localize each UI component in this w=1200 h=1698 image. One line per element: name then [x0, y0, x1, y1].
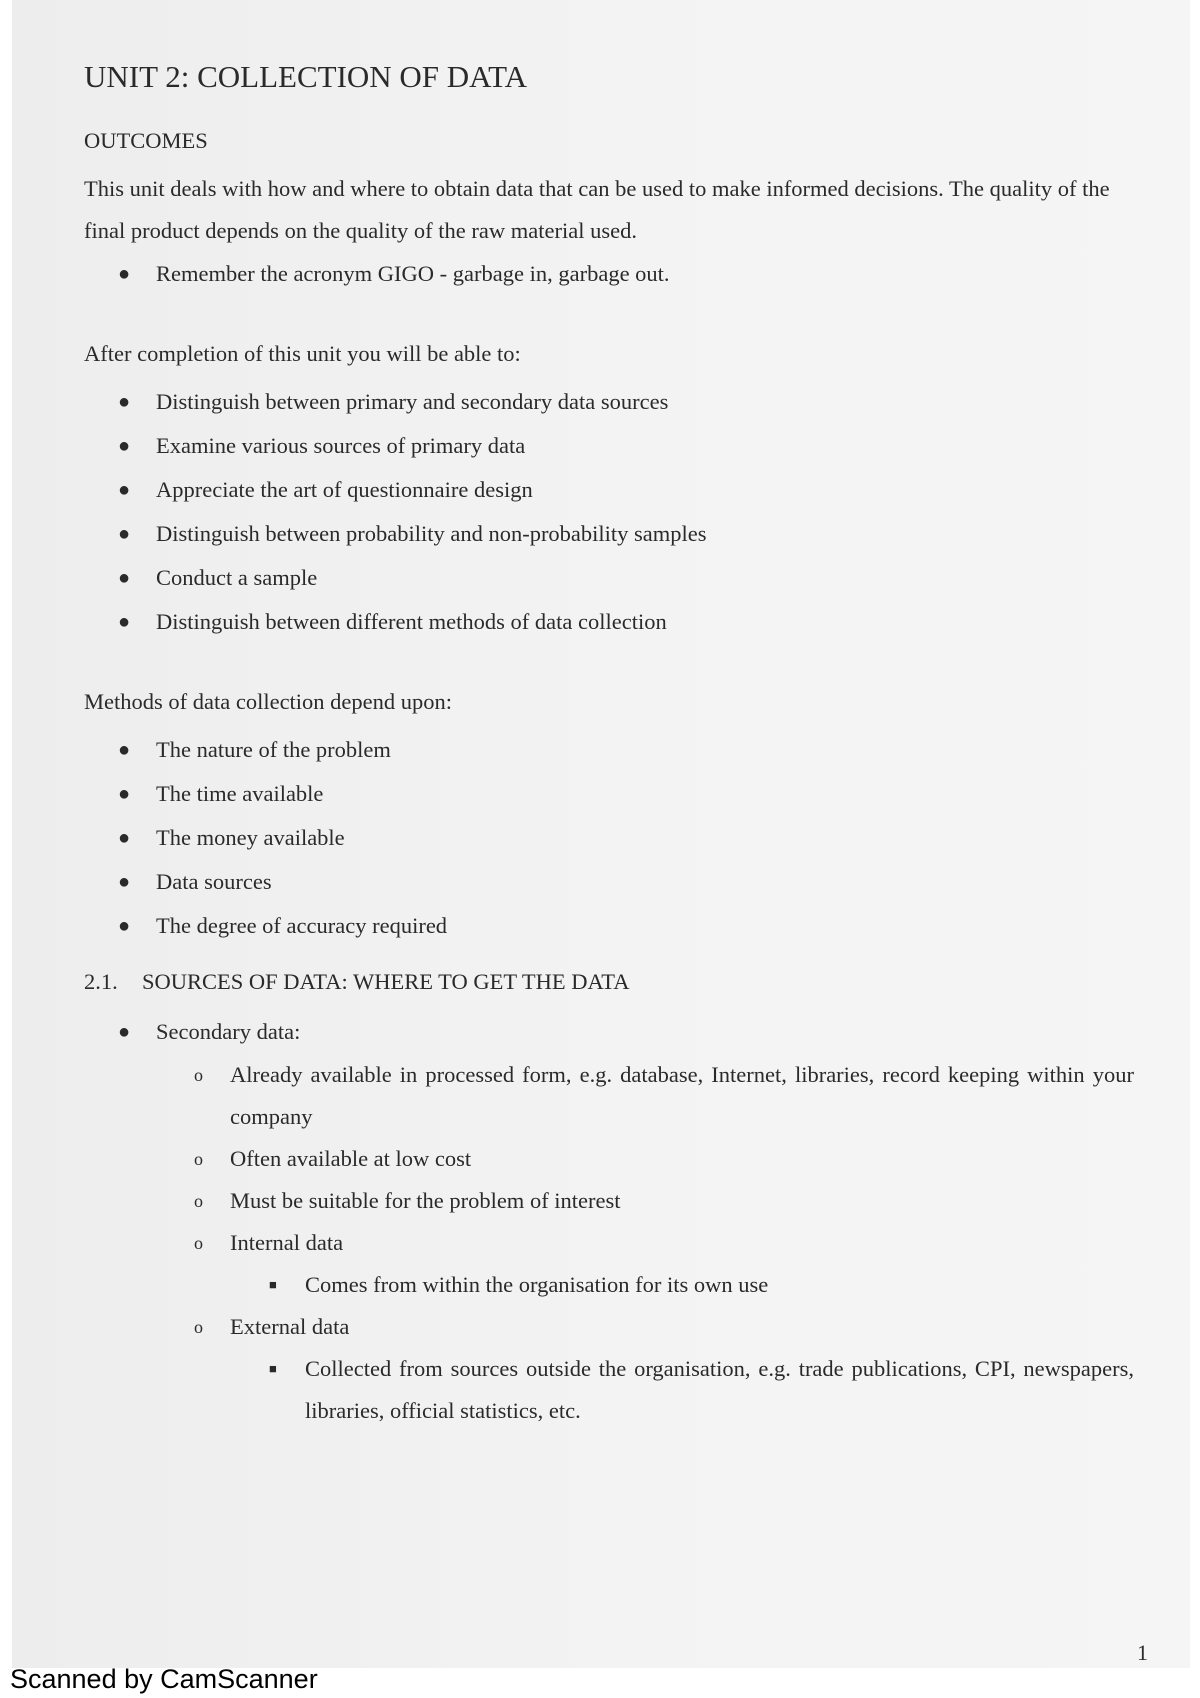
bullet-item [118, 772, 1134, 816]
bullet-text: Secondary data: [156, 1019, 301, 1045]
bullet-item [118, 424, 1134, 468]
scanner-watermark: Scanned by CamScanner [10, 1664, 318, 1694]
sub-bullet-text: Internal data [230, 1230, 344, 1256]
methods-intro: Methods of data collection depend upon: [84, 689, 453, 715]
unit-title: UNIT 2: COLLECTION OF DATA [84, 59, 527, 94]
sub-bullet-text: Often available at low cost [230, 1146, 472, 1172]
circle-bullet-icon: o [194, 1233, 203, 1254]
bullet-icon: ● [118, 435, 131, 458]
bullet-item [118, 380, 1134, 424]
bullet-text: Appreciate the art of questionnaire design [156, 477, 533, 503]
square-bullet-item [269, 1348, 1134, 1432]
bullet-item [118, 468, 1134, 512]
sub-bullet-text: Must be suitable for the problem of interest [230, 1188, 621, 1214]
bullet-icon: ● [118, 915, 131, 938]
completion-intro: After completion of this unit you will be able to: [84, 341, 521, 367]
square-bullet-icon: ■ [269, 1277, 277, 1293]
circle-bullet-icon: o [194, 1191, 203, 1212]
bullet-item [118, 816, 1134, 860]
sub-bullet-item [194, 1054, 1134, 1138]
sub-bullet-text: Already available in processed form, e.g. database, Internet, libraries, record keeping within your company [230, 1062, 1134, 1130]
bullet-item [118, 1010, 1134, 1054]
bullet-text: The money available [156, 825, 345, 851]
section-title: SOURCES OF DATA: WHERE TO GET THE DATA [142, 969, 630, 995]
bullet-icon: ● [118, 479, 131, 502]
bullet-icon: ● [118, 1021, 131, 1044]
intro-paragraph: This unit deals with how and where to obtain data that can be used to make informed decisions. The quality of the final product depends on the quality of the raw material used. [84, 176, 1110, 244]
section-heading [84, 964, 1134, 1000]
bullet-item [118, 860, 1134, 904]
bullet-icon: ● [118, 871, 131, 894]
bullet-icon: ● [118, 567, 131, 590]
square-bullet-icon: ■ [269, 1361, 277, 1377]
bullet-text: Distinguish between different methods of data collection [156, 609, 667, 635]
sub-bullet-item [194, 1180, 1134, 1222]
sub-bullet-item [194, 1138, 1134, 1180]
bullet-text: The degree of accuracy required [156, 913, 448, 939]
document-body [84, 58, 1134, 1432]
bullet-item [118, 512, 1134, 556]
sub-bullet-item [194, 1306, 1134, 1348]
bullet-text: Distinguish between probability and non-probability samples [156, 521, 707, 547]
bullet-icon: ● [118, 391, 131, 414]
bullet-item [118, 556, 1134, 600]
circle-bullet-icon: o [194, 1065, 203, 1086]
bullet-text: Distinguish between primary and secondary data sources [156, 389, 669, 415]
page-number: 1 [1137, 1640, 1148, 1665]
bullet-item [118, 728, 1134, 772]
bullet-item [118, 252, 1134, 296]
square-bullet-text: Comes from within the organisation for its own use [305, 1272, 769, 1298]
bullet-text: The time available [156, 781, 324, 807]
outcomes-heading: OUTCOMES [84, 128, 208, 154]
bullet-icon: ● [118, 523, 131, 546]
square-bullet-text: Collected from sources outside the organisation, e.g. trade publications, CPI, newspapers, libraries, official statistics, etc. [305, 1356, 1134, 1424]
bullet-icon: ● [118, 783, 131, 806]
bullet-item [118, 600, 1134, 644]
circle-bullet-icon: o [194, 1317, 203, 1338]
sub-bullet-item [194, 1222, 1134, 1264]
bullet-text: Conduct a sample [156, 565, 318, 591]
circle-bullet-icon: o [194, 1149, 203, 1170]
bullet-text: Examine various sources of primary data [156, 433, 526, 459]
bullet-text: Remember the acronym GIGO - garbage in, garbage out. [156, 261, 670, 287]
bullet-icon: ● [118, 739, 131, 762]
bullet-icon: ● [118, 611, 131, 634]
bullet-icon: ● [118, 263, 131, 286]
section-number: 2.1. [84, 969, 118, 995]
bullet-icon: ● [118, 827, 131, 850]
bullet-text: Data sources [156, 869, 272, 895]
bullet-text: The nature of the problem [156, 737, 391, 763]
scanned-page [12, 0, 1190, 1668]
square-bullet-item [269, 1264, 1134, 1306]
sub-bullet-text: External data [230, 1314, 350, 1340]
bullet-item [118, 904, 1134, 948]
